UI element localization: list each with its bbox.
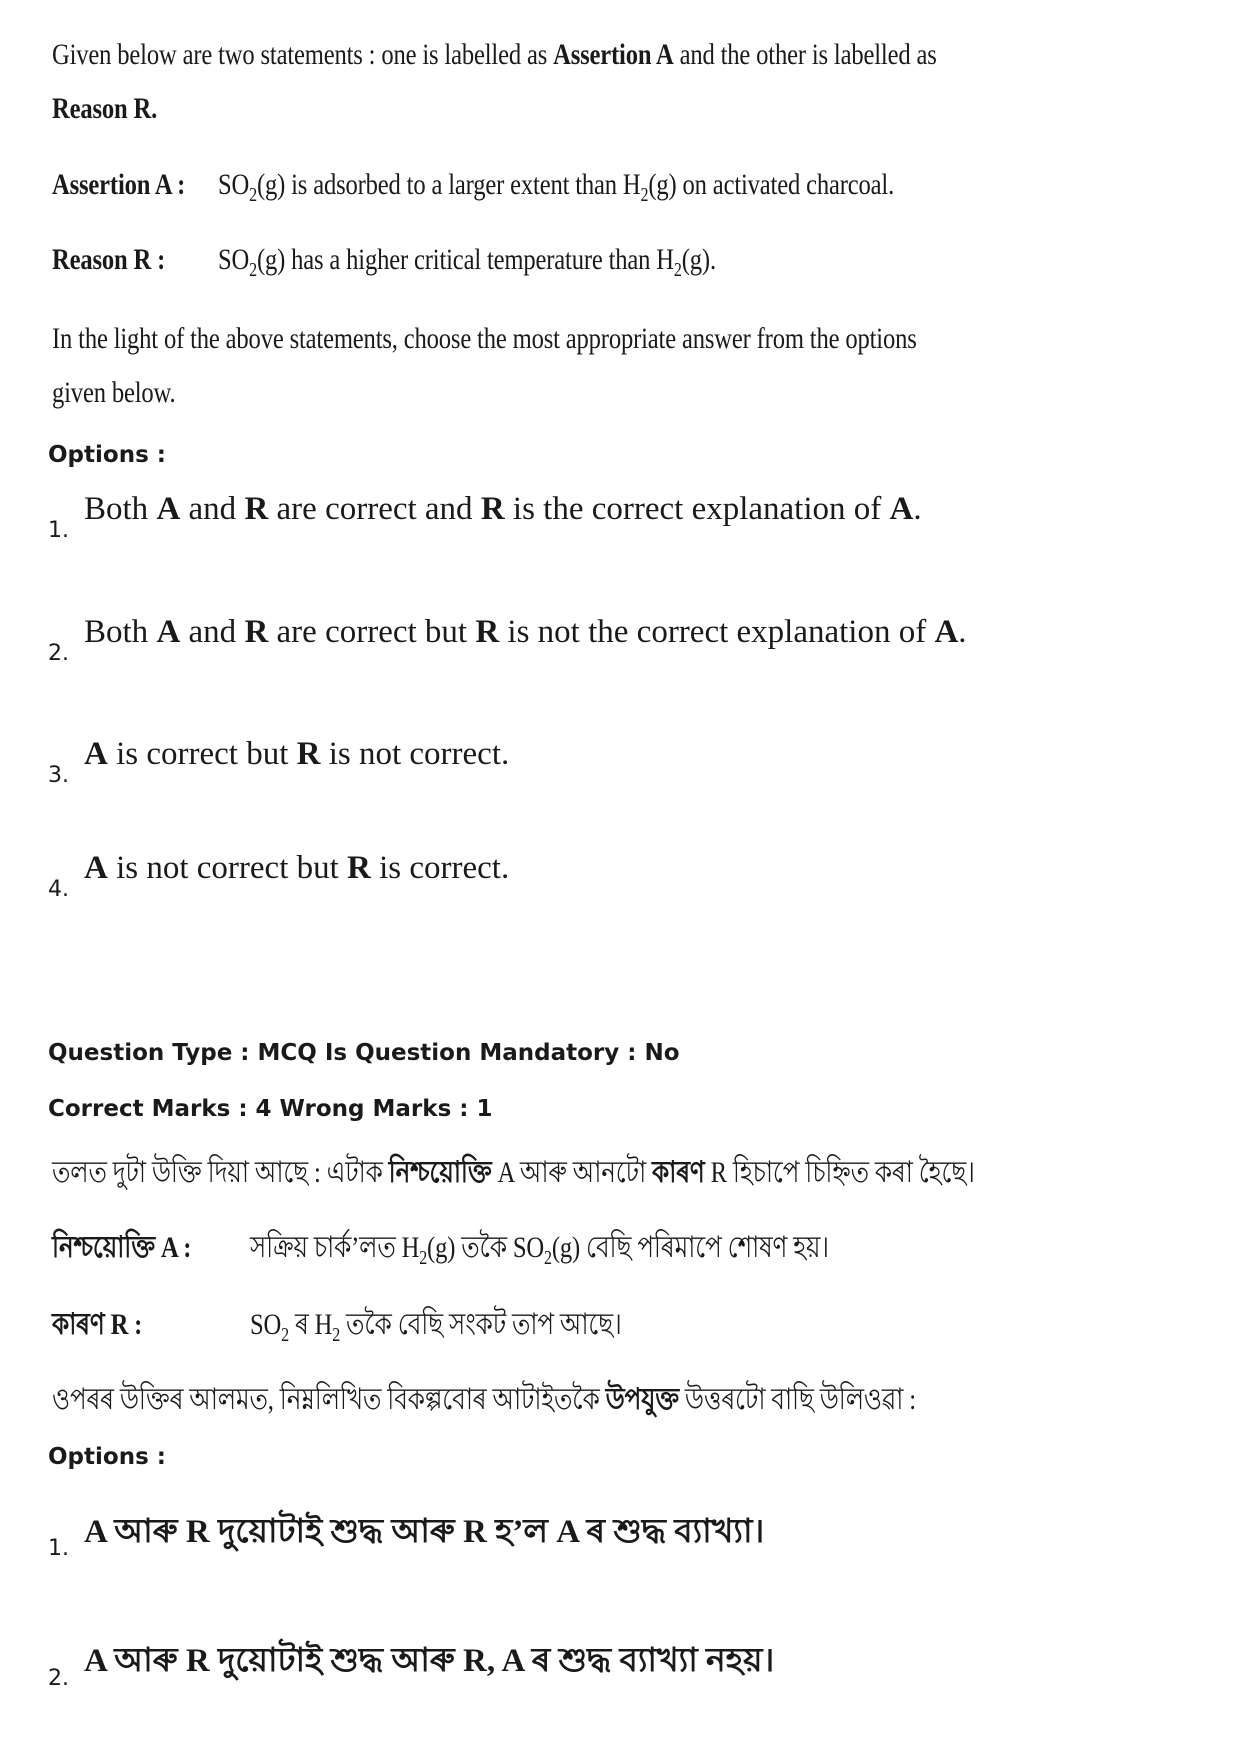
option-text-part: is correct. (370, 850, 510, 886)
option-text-part: are correct and (268, 491, 481, 527)
reason-statement (218, 243, 716, 281)
option-bold-letter: R, (462, 1643, 496, 1679)
as-text: SO (250, 1308, 282, 1341)
as-text: উত্তৰটো বাছি উলিওৱা : (678, 1383, 916, 1416)
option-bold-letter: A (889, 491, 914, 527)
as-text: সক্ৰিয় চাৰ্ক’লত H (250, 1231, 420, 1264)
option-bold-letter: A (156, 614, 181, 650)
assertion-text: (g) is adsorbed to a larger extent than H (256, 168, 641, 201)
option-number: 2. (48, 1666, 69, 1691)
as-text: ৰ H (288, 1308, 333, 1341)
option-text-part: and (180, 491, 245, 527)
option-number: 3. (48, 763, 69, 788)
option-text-part: আৰু (106, 1514, 186, 1550)
option-number: 1. (48, 518, 69, 543)
option-bold-letter: R (462, 1514, 487, 1550)
instruction-line-2: given below. (52, 376, 176, 409)
option-text-part: Both (84, 614, 157, 650)
as-text: তকৈ বেছি সংকট তাপ আছে। (340, 1308, 622, 1341)
as-text: A আৰু আনটো (491, 1156, 653, 1189)
option-bold-letter: A (501, 1643, 524, 1679)
option-bold-letter: A (84, 736, 108, 772)
assamese-instruction (52, 1375, 916, 1426)
as-bold: উপযুক্ত (605, 1383, 679, 1416)
option-bold-letter: A (84, 1643, 107, 1679)
formula-so: SO (218, 243, 250, 276)
marks-info: Correct Marks : 4 Wrong Marks : 1 (48, 1096, 493, 1122)
option-bold-letter: A (156, 491, 181, 527)
option-2-text[interactable] (84, 614, 967, 651)
as-bold: নিশ্চয়োক্তি (388, 1156, 492, 1189)
formula-so: SO (218, 168, 250, 201)
reason-text-end: (g). (681, 243, 716, 276)
intro-text: Given below are two statements : one is labelled as (52, 38, 554, 71)
as-text: (g) বেছি পৰিমাপে শোষণ হয়। (551, 1231, 829, 1264)
option-text-part: আৰু (106, 1643, 186, 1679)
option-bold-letter: R (475, 614, 500, 650)
instruction-line-1: In the light of the above statements, choose the most appropriate answer from the options (52, 322, 917, 355)
option-bold-letter: R (296, 736, 321, 772)
option-text-part: . (913, 491, 922, 527)
subscript: 2 (673, 259, 682, 281)
option-3-text[interactable] (84, 736, 509, 773)
assamese-intro (52, 1148, 975, 1199)
intro-line-2 (52, 92, 157, 126)
subscript: 2 (640, 184, 649, 206)
option-bold-letter: R (480, 491, 505, 527)
as-bold: কাৰণ R : (52, 1308, 143, 1341)
option-text-part: দুয়োটাই শুদ্ধ আৰু (209, 1643, 463, 1679)
assamese-assertion (250, 1223, 829, 1274)
option-bold-letter: R (185, 1514, 210, 1550)
intro-text-2: and the other is labelled as (673, 38, 937, 71)
option-text-part: is not correct. (320, 736, 510, 772)
as-text: ওপৰৰ উক্তিৰ আলমত, নিম্নলিখিত বিকল্পবোৰ আটাইতকৈ (52, 1383, 606, 1416)
as-text: তলত দুটা উক্তি দিয়া আছে : এটাক (52, 1156, 389, 1189)
subscript: 2 (332, 1324, 341, 1346)
assertion-text-end: (g) on activated charcoal. (648, 168, 895, 201)
assamese-assertion-label (52, 1223, 191, 1274)
option-text-part: is not the correct explanation of (499, 614, 935, 650)
subscript: 2 (249, 184, 257, 206)
as-bold: নিশ্চয়োক্তি A : (52, 1231, 192, 1264)
option-number: 2. (48, 641, 69, 666)
reason-text: (g) has a higher critical temperature than H (256, 243, 674, 276)
assamese-reason-label (52, 1300, 142, 1351)
option-text-part: . (958, 614, 967, 650)
option-bold-letter: R (347, 850, 371, 886)
as-text: R হিচাপে চিহ্নিত কৰা হৈছে। (704, 1156, 975, 1189)
intro-assertion-label: Assertion A (553, 38, 674, 71)
option-text-part: দুয়োটাই শুদ্ধ আৰু (209, 1514, 463, 1550)
option-text-part: হ’ল (486, 1514, 557, 1550)
question-type: Question Type : MCQ Is Question Mandatory : No (48, 1040, 680, 1066)
as-bold: কাৰণ (652, 1156, 705, 1189)
option-as-2-text[interactable] (84, 1634, 774, 1690)
reason-label (52, 243, 165, 277)
option-text-part: ৰ শুদ্ধ ব্যাখ্যা নহয়। (523, 1643, 775, 1679)
option-4-text[interactable] (84, 850, 509, 887)
option-bold-letter: R (244, 614, 269, 650)
option-text-part: are correct but (268, 614, 476, 650)
option-text-part: is correct but (107, 736, 297, 772)
option-bold-letter: A (84, 850, 108, 886)
subscript: 2 (249, 259, 257, 281)
option-text-part: is the correct explanation of (504, 491, 890, 527)
assertion-label-text: Assertion A : (52, 168, 186, 201)
option-bold-letter: R (185, 1643, 210, 1679)
assamese-reason (250, 1300, 622, 1351)
subscript: 2 (544, 1247, 552, 1269)
intro-line-1 (52, 38, 937, 72)
option-1-text[interactable] (84, 491, 922, 528)
intro-reason-label: Reason R. (52, 92, 158, 125)
subscript: 2 (281, 1324, 289, 1346)
option-number: 4. (48, 877, 69, 902)
option-text-part: and (180, 614, 245, 650)
option-bold-letter: A (556, 1514, 579, 1550)
subscript: 2 (419, 1247, 428, 1269)
as-text: (g) তকৈ SO (427, 1231, 545, 1264)
option-number: 1. (48, 1536, 69, 1561)
assertion-statement (218, 168, 895, 206)
option-bold-letter: A (934, 614, 959, 650)
option-text-part: is not correct but (107, 850, 348, 886)
options-heading: Options : (48, 442, 166, 468)
option-bold-letter: A (84, 1514, 107, 1550)
option-as-1-text[interactable] (84, 1505, 764, 1561)
option-text-part: Both (84, 491, 157, 527)
option-bold-letter: R (244, 491, 269, 527)
option-text-part: ৰ শুদ্ধ ব্যাখ্যা। (578, 1514, 765, 1550)
assertion-label (52, 168, 185, 202)
options-heading-2: Options : (48, 1444, 166, 1470)
reason-label-text: Reason R : (52, 243, 166, 276)
